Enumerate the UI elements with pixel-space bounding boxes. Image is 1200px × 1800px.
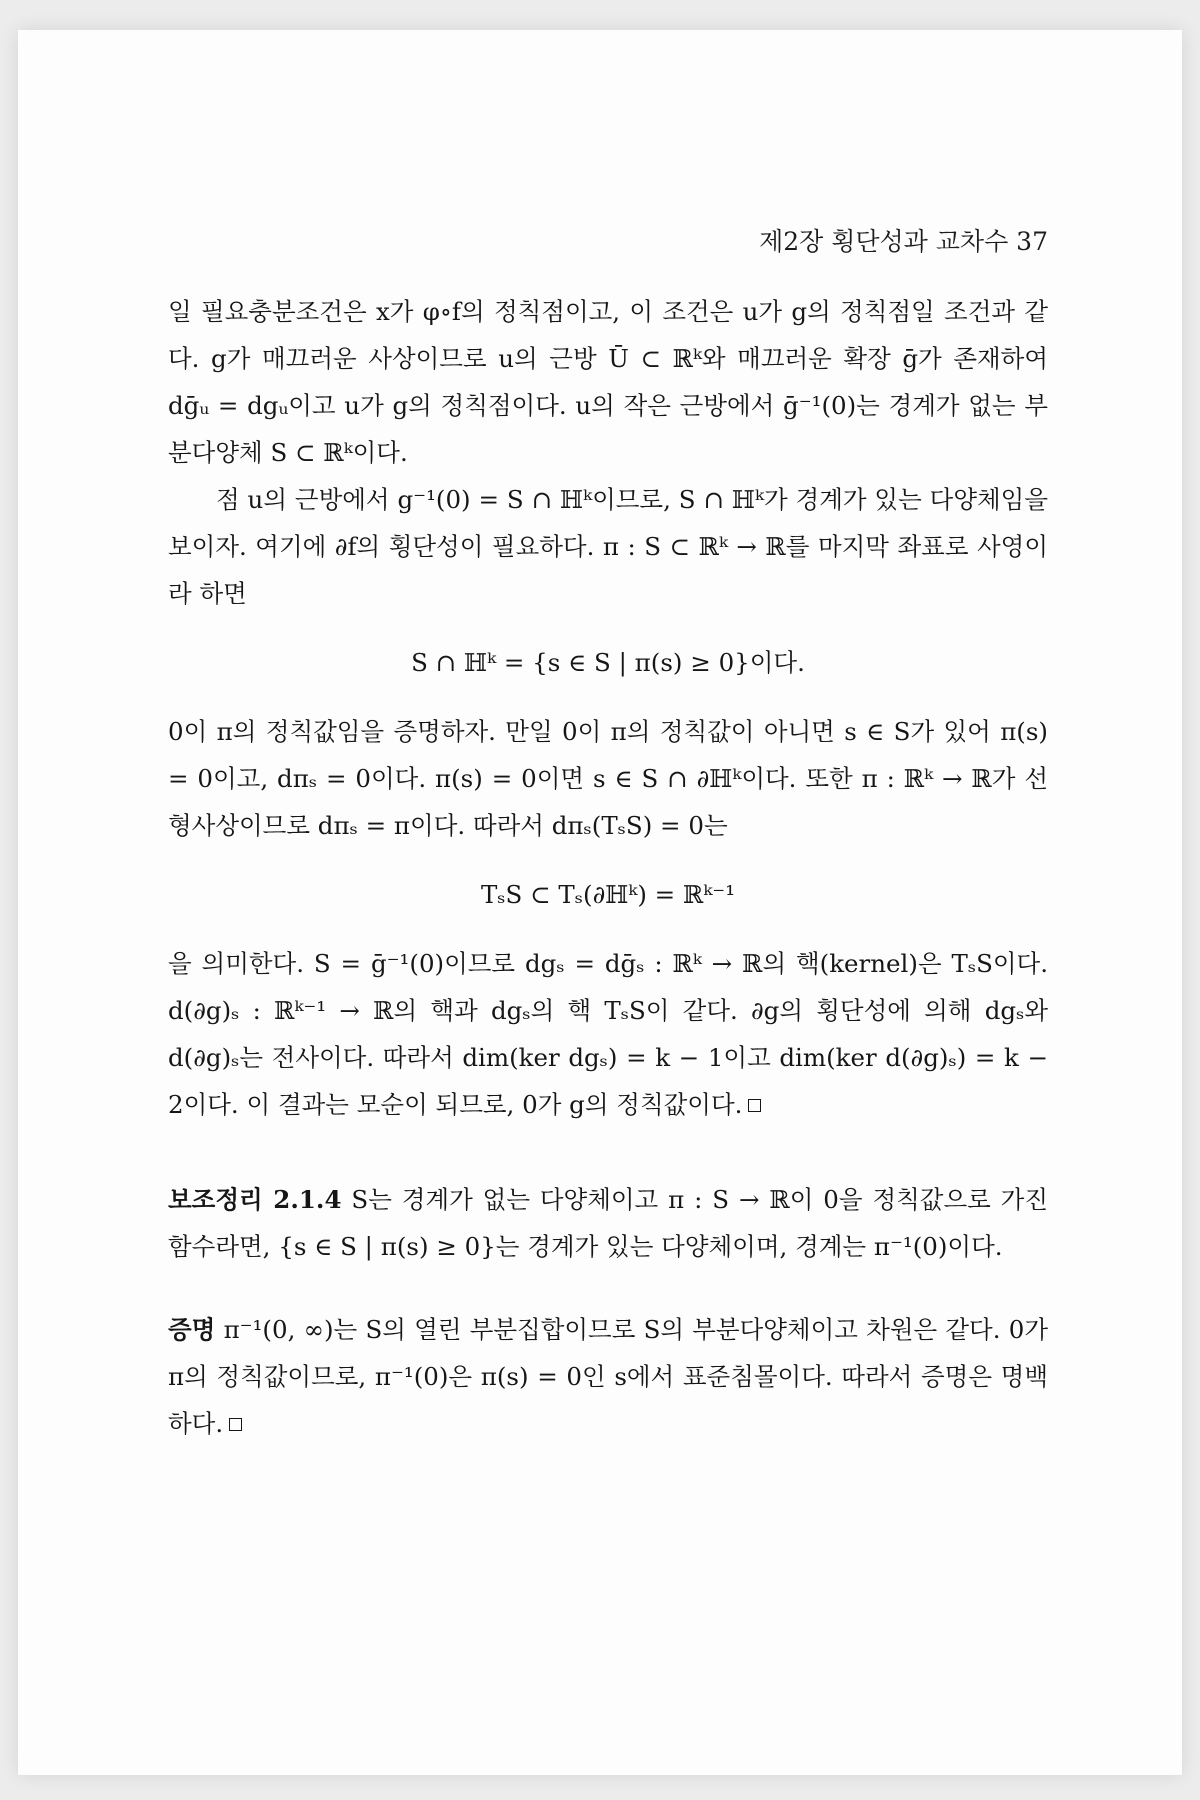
- page-body: [168, 288, 1048, 1447]
- qed-box-icon: [229, 1418, 242, 1431]
- section-gap: [168, 1128, 1048, 1176]
- paragraph-3: 0이 π의 정칙값임을 증명하자. 만일 0이 π의 정칙값이 아니면 s ∈ S가 있어 π(s) = 0이고, dπₛ = 0이다. π(s) = 0이면 s ∈ S ∩ ∂ℍᵏ이다. 또한 π : ℝᵏ → ℝ가 선형사상이므로 dπₛ = π이다. 따라서 dπₛ(TₛS) = 0는: [168, 717, 1048, 840]
- display-equation-1: S ∩ ℍᵏ = {s ∈ S | π(s) ≥ 0}이다.: [411, 648, 805, 677]
- proof-label: 증명: [168, 1315, 216, 1344]
- display-equation-2: TₛS ⊂ Tₛ(∂ℍᵏ) = ℝᵏ⁻¹: [480, 880, 736, 909]
- qed-box-icon: [748, 1099, 761, 1112]
- paragraph-4-text: 을 의미한다. S = ḡ⁻¹(0)이므로 dgₛ = dḡₛ : ℝᵏ → ℝ의 핵(kernel)은 TₛS이다. d(∂g)ₛ : ℝᵏ⁻¹ → ℝ의 핵과 dgₛ의 핵 TₛS이 같다. ∂g의 횡단성에 의해 dgₛ와 d(∂g)ₛ는 전사이다. 따라서 dim(ker dgₛ) = k − 1이고 dim(ker d(∂g)ₛ) = k − 2이다. 이 결과는 모순이 되므로, 0가 g의 정칙값이다.: [168, 949, 1048, 1119]
- paragraph-4: [168, 940, 1048, 1128]
- lemma-label: 보조정리 2.1.4: [168, 1185, 342, 1214]
- paragraph-2: 점 u의 근방에서 g⁻¹(0) = S ∩ ℍᵏ이므로, S ∩ ℍᵏ가 경계가 있는 다양체임을 보이자. 여기에 ∂f의 횡단성이 필요하다. π : S ⊂ ℝᵏ → ℝ를 마지막 좌표로 사영이라 하면: [168, 485, 1048, 608]
- paragraph-1: 일 필요충분조건은 x가 φ∘f의 정칙점이고, 이 조건은 u가 g의 정칙점일 조건과 같다. g가 매끄러운 사상이므로 u의 근방 Ū ⊂ ℝᵏ와 매끄러운 확장 ḡ가 존재하여 dḡᵤ = dgᵤ이고 u가 g의 정칙점이다. u의 작은 근방에서 ḡ⁻¹(0)는 경계가 없는 부분다양체 S ⊂ ℝᵏ이다.: [168, 297, 1048, 467]
- book-page: [18, 30, 1182, 1775]
- section-gap: [168, 1270, 1048, 1306]
- lemma-text: S는 경계가 없는 다양체이고 π : S → ℝ이 0을 정칙값으로 가진 함수라면, {s ∈ S | π(s) ≥ 0}는 경계가 있는 다양체이며, 경계는 π⁻¹(0)이다.: [168, 1185, 1049, 1261]
- proof-block: [168, 1306, 1048, 1447]
- proof-text: π⁻¹(0, ∞)는 S의 열린 부분집합이므로 S의 부분다양체이고 차원은 같다. 0가 π의 정칙값이므로, π⁻¹(0)은 π(s) = 0인 s에서 표준침몰이다. 따라서 증명은 명백하다.: [168, 1315, 1048, 1438]
- lemma-block: [168, 1176, 1048, 1270]
- running-head: 제2장 횡단성과 교차수 37: [759, 227, 1048, 256]
